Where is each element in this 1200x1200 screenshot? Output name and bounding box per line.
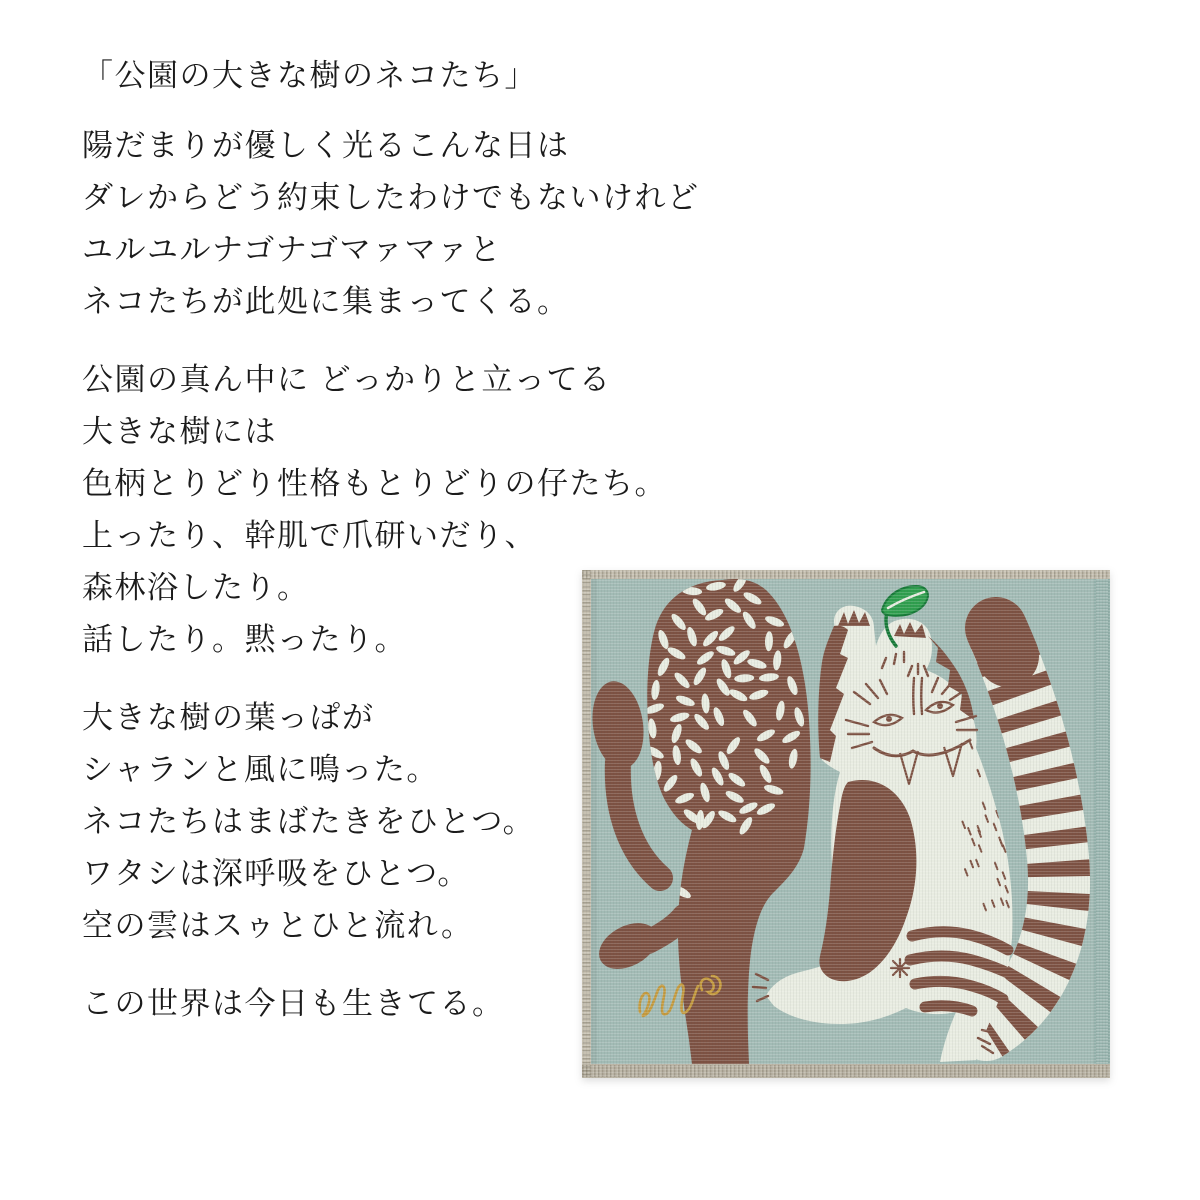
poem-line: ネコたちはまばたきをひとつ。: [82, 804, 536, 839]
poem-line: この世界は今日も生きてる。: [82, 986, 505, 1021]
poem-line: 話したり。黙ったり。: [82, 622, 407, 657]
poem-line: 大きな樹には: [82, 414, 277, 449]
poem-line: シャランと風に鳴った。: [82, 752, 439, 787]
poem-line: 空の雲はスゥとひと流れ。: [82, 908, 474, 943]
fabric-texture-overlay: [582, 570, 1110, 1078]
poem-line: ユルユルナゴナゴマァマァと: [82, 232, 503, 267]
poem-stanza: [82, 120, 700, 328]
poem-line: ワタシは深呼吸をひとつ。: [82, 856, 470, 891]
poem-line: ネコたちが此処に集まってくる。: [82, 284, 570, 319]
poem-line: 陽だまりが優しく光るこんな日は: [82, 128, 570, 163]
poem-line: ダレからどう約束したわけでもないけれど: [82, 180, 700, 215]
poem-line: 公園の真ん中に どっかりと立ってる: [82, 362, 612, 397]
poem-line: 色柄とりどり性格もとりどりの仔たち。: [82, 466, 667, 501]
towel-product-photo: [582, 570, 1110, 1078]
poem-line: 上ったり、幹肌で爪研いだり、: [82, 518, 537, 553]
poem-line: 大きな樹の葉っぱが: [82, 700, 375, 735]
poem-line: 森林浴したり。: [82, 570, 310, 605]
poem-title: 「公園の大きな樹のネコたち」: [82, 58, 537, 93]
